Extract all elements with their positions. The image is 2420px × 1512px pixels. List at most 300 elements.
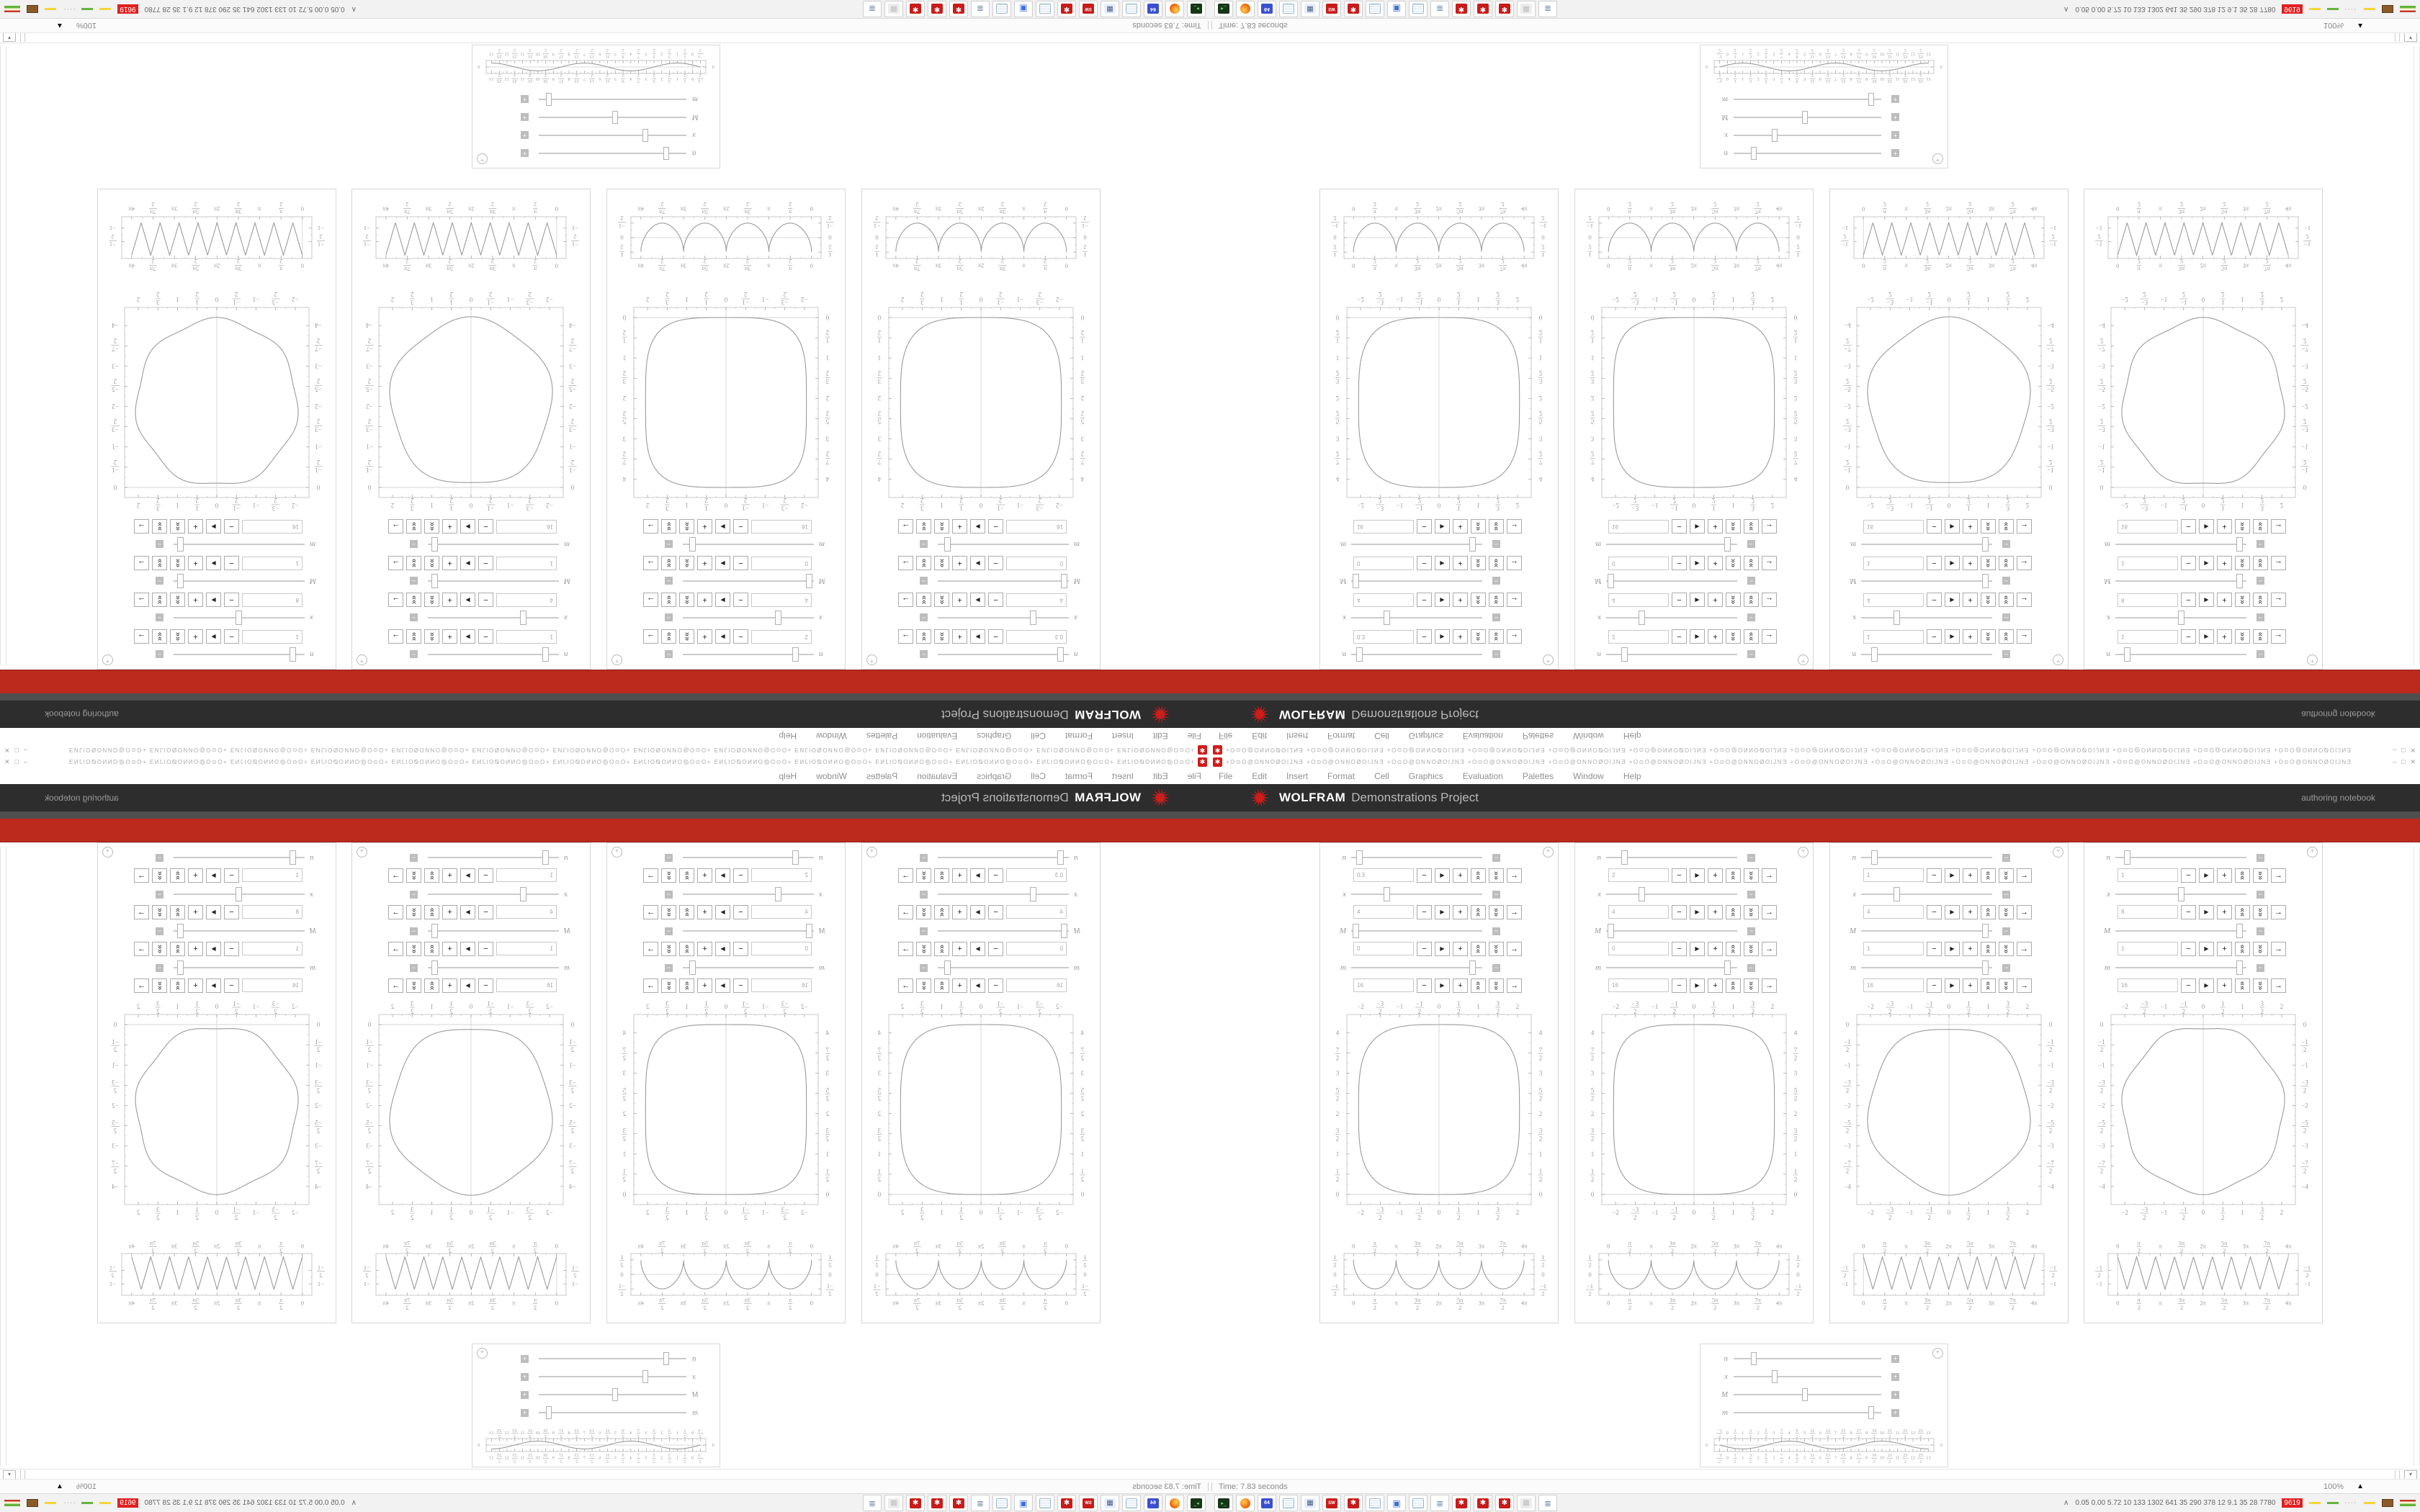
slider-thumb[interactable] [806, 574, 812, 588]
faster-button[interactable]: «« [170, 520, 185, 534]
value-input-x[interactable]: 4 [1608, 905, 1669, 919]
menu-item-insert[interactable]: Insert [1286, 731, 1309, 742]
collapse-control-toggle[interactable]: − [665, 927, 673, 935]
advance-button[interactable]: → [1507, 557, 1522, 571]
play-button[interactable]: ▶ [206, 868, 221, 883]
window-titlebar[interactable] [0, 744, 1210, 756]
play-button[interactable]: ▶ [1945, 557, 1960, 571]
value-input-x[interactable]: 4 [751, 905, 812, 919]
increment-button[interactable]: + [188, 868, 203, 883]
slider-thumb[interactable] [663, 147, 669, 160]
slower-button[interactable]: »» [152, 868, 167, 883]
slider-thumb[interactable] [1061, 924, 1067, 938]
tray-expand-chevron[interactable]: ∧ [2063, 5, 2069, 13]
taskbar-button-terminal-0[interactable] [1214, 1495, 1233, 1511]
slower-button[interactable]: »» [661, 520, 676, 534]
collapse-control-toggle[interactable]: − [920, 927, 928, 935]
taskbar-button-swred-5[interactable] [1322, 1, 1341, 17]
collapse-control-toggle[interactable]: − [1747, 541, 1755, 549]
collapse-control-toggle[interactable]: − [410, 541, 418, 549]
increment-button[interactable]: + [1453, 905, 1468, 919]
decrement-button[interactable]: − [988, 942, 1003, 956]
slower-button[interactable]: »» [2253, 593, 2268, 608]
slider-thumb[interactable] [2236, 537, 2243, 552]
slider-M[interactable] [1606, 924, 1737, 938]
advance-button[interactable]: → [1507, 978, 1522, 993]
advance-button[interactable]: → [898, 978, 913, 993]
slower-button[interactable]: »» [2253, 557, 2268, 571]
collapse-control-toggle[interactable]: − [1492, 651, 1500, 659]
play-button[interactable]: ▶ [1945, 630, 1960, 644]
collapse-control-toggle[interactable]: − [1747, 854, 1755, 862]
menu-item-evaluation[interactable]: Evaluation [1462, 770, 1503, 781]
play-button[interactable]: ▶ [460, 630, 475, 644]
advance-button[interactable]: → [388, 557, 403, 571]
value-input-M[interactable]: 1 [1863, 557, 1924, 570]
faster-button[interactable]: «« [934, 593, 949, 608]
slider-x[interactable] [174, 611, 305, 625]
play-button[interactable]: ▶ [1435, 630, 1450, 644]
increment-button[interactable]: + [1963, 520, 1978, 534]
slower-button[interactable]: »» [1489, 593, 1504, 608]
open-author-controls-icon[interactable]: + [1543, 847, 1554, 858]
slower-button[interactable]: »» [916, 905, 931, 919]
taskbar-button-notepad-3[interactable] [1122, 1, 1141, 17]
play-button[interactable]: ▶ [1690, 942, 1705, 956]
slower-button[interactable]: »» [406, 868, 421, 883]
advance-button[interactable]: → [134, 978, 149, 993]
slider-n[interactable] [1606, 647, 1737, 662]
advance-button[interactable]: → [1762, 557, 1777, 571]
faster-button[interactable]: «« [2235, 942, 2250, 956]
slider-thumb[interactable] [431, 924, 438, 938]
faster-button[interactable]: «« [170, 593, 185, 608]
taskbar-button-firefox-1[interactable] [1236, 1, 1255, 17]
faster-button[interactable]: «« [934, 557, 949, 571]
advance-button[interactable]: → [388, 520, 403, 534]
play-button[interactable]: ▶ [1945, 868, 1960, 883]
collapse-control-toggle[interactable]: − [2257, 891, 2264, 899]
advance-button[interactable]: → [2017, 593, 2032, 608]
faster-button[interactable]: «« [1726, 557, 1741, 571]
increment-button[interactable]: + [1708, 942, 1723, 956]
play-button[interactable]: ▶ [1690, 868, 1705, 883]
slower-button[interactable]: »» [661, 978, 676, 993]
taskbar-button-notepad-7[interactable] [1036, 1495, 1054, 1511]
advance-button[interactable]: → [134, 593, 149, 608]
slider-m[interactable] [1606, 537, 1737, 552]
decrement-button[interactable]: − [2181, 630, 2196, 644]
slider-thumb[interactable] [520, 887, 526, 901]
collapse-control-toggle[interactable]: − [920, 577, 928, 585]
play-button[interactable]: ▶ [460, 868, 475, 883]
taskbar-button-floppy64-2[interactable] [1144, 1, 1162, 17]
menu-item-graphics[interactable]: Graphics [977, 731, 1012, 742]
menu-item-help[interactable]: Help [779, 731, 797, 742]
value-input-n[interactable]: 0.3 [1353, 868, 1414, 882]
expand-control-toggle[interactable]: + [521, 96, 529, 104]
decrement-button[interactable]: − [478, 868, 493, 883]
play-button[interactable]: ▶ [715, 868, 730, 883]
taskbar-button-script-10[interactable] [971, 1, 990, 17]
faster-button[interactable]: «« [1981, 868, 1996, 883]
slider-thumb[interactable] [290, 647, 296, 662]
slider-M[interactable] [938, 574, 1069, 588]
faster-button[interactable]: «« [2235, 557, 2250, 571]
menu-item-edit[interactable]: Edit [1152, 770, 1168, 781]
decrement-button[interactable]: − [988, 978, 1003, 993]
taskbar-button-notepad-9[interactable] [992, 1, 1011, 17]
advance-button[interactable]: → [2271, 593, 2286, 608]
slider-thumb[interactable] [689, 537, 696, 552]
slower-button[interactable]: »» [1999, 942, 2014, 956]
slider-M[interactable] [1734, 1388, 1881, 1401]
slider-thumb[interactable] [612, 1388, 618, 1401]
menu-item-palettes[interactable]: Palettes [1522, 731, 1554, 742]
increment-button[interactable]: + [952, 630, 967, 644]
slider-thumb[interactable] [1353, 574, 1359, 588]
collapse-control-toggle[interactable]: − [2002, 891, 2010, 899]
slider-M[interactable] [174, 574, 305, 588]
open-author-controls-icon[interactable]: + [357, 654, 367, 665]
taskbar-button-notepad-9[interactable] [1409, 1495, 1428, 1511]
slower-button[interactable]: »» [1744, 942, 1759, 956]
play-button[interactable]: ▶ [2199, 520, 2214, 534]
menu-item-edit[interactable]: Edit [1252, 731, 1268, 742]
slower-button[interactable]: »» [1999, 630, 2014, 644]
slider-m[interactable] [2115, 960, 2246, 975]
increment-button[interactable]: + [442, 868, 457, 883]
taskbar-button-floppy64-2[interactable] [1258, 1, 1276, 17]
slower-button[interactable]: »» [1489, 557, 1504, 571]
faster-button[interactable]: «« [679, 593, 694, 608]
play-button[interactable]: ▶ [1435, 978, 1450, 993]
increment-button[interactable]: + [697, 557, 712, 571]
vertical-scrollbar[interactable] [2414, 847, 2420, 1466]
open-author-controls-icon[interactable]: + [2053, 654, 2063, 665]
slider-thumb[interactable] [1868, 1406, 1874, 1419]
slider-n[interactable] [174, 647, 305, 662]
slider-m[interactable] [938, 537, 1069, 552]
collapse-control-toggle[interactable]: − [156, 927, 163, 935]
play-button[interactable]: ▶ [2199, 557, 2214, 571]
increment-button[interactable]: + [1453, 942, 1468, 956]
slider-thumb[interactable] [775, 611, 781, 625]
slider-thumb[interactable] [546, 93, 552, 106]
slider-thumb[interactable] [792, 647, 799, 662]
slider-M[interactable] [683, 924, 814, 938]
increment-button[interactable]: + [1963, 942, 1978, 956]
decrement-button[interactable]: − [1927, 942, 1942, 956]
slider-m[interactable] [174, 537, 305, 552]
play-button[interactable]: ▶ [2199, 942, 2214, 956]
slider-thumb[interactable] [1384, 887, 1390, 901]
collapse-control-toggle[interactable]: − [156, 577, 163, 585]
slider-m[interactable] [683, 537, 814, 552]
advance-button[interactable]: → [2017, 942, 2032, 956]
collapse-control-toggle[interactable]: − [156, 614, 163, 622]
slider-m[interactable] [938, 960, 1069, 975]
faster-button[interactable]: «« [2235, 978, 2250, 993]
collapse-control-toggle[interactable]: − [2257, 964, 2264, 972]
decrement-button[interactable]: − [733, 630, 748, 644]
play-button[interactable]: ▶ [970, 905, 985, 919]
advance-button[interactable]: → [388, 630, 403, 644]
play-button[interactable]: ▶ [2199, 978, 2214, 993]
advance-button[interactable]: → [134, 520, 149, 534]
increment-button[interactable]: + [697, 905, 712, 919]
increment-button[interactable]: + [697, 978, 712, 993]
slider-M[interactable] [2115, 574, 2246, 588]
faster-button[interactable]: «« [1981, 942, 1996, 956]
slower-button[interactable]: »» [1489, 978, 1504, 993]
decrement-button[interactable]: − [478, 905, 493, 919]
increment-button[interactable]: + [2217, 978, 2232, 993]
slider-thumb[interactable] [1639, 887, 1645, 901]
slower-button[interactable]: »» [1999, 868, 2014, 883]
value-input-M[interactable]: 1 [2118, 942, 2178, 955]
advance-button[interactable]: → [643, 905, 658, 919]
increment-button[interactable]: + [2217, 557, 2232, 571]
slider-thumb[interactable] [1061, 574, 1067, 588]
collapse-control-toggle[interactable]: − [156, 541, 163, 549]
taskbar-button-notepad-3[interactable] [1122, 1495, 1141, 1511]
taskbar-button-spikey-12[interactable] [1474, 1, 1492, 17]
menu-item-graphics[interactable]: Graphics [1408, 731, 1443, 742]
value-input-x[interactable]: 8 [2118, 593, 2178, 607]
taskbar-button-window-8[interactable] [1387, 1495, 1406, 1511]
value-input-n[interactable]: 1 [1863, 630, 1924, 644]
expand-control-toggle[interactable]: + [521, 1391, 529, 1399]
tray-expand-chevron[interactable]: ∧ [351, 5, 357, 13]
slower-button[interactable]: »» [916, 520, 931, 534]
decrement-button[interactable]: − [1927, 593, 1942, 608]
slider-thumb[interactable] [2236, 960, 2243, 975]
hscroll-menu-button[interactable]: ▾ [3, 32, 16, 42]
advance-button[interactable]: → [643, 593, 658, 608]
taskbar-button-spikey-6[interactable] [1057, 1495, 1076, 1511]
collapse-control-toggle[interactable]: − [156, 891, 163, 899]
slider-m[interactable] [1861, 537, 1992, 552]
increment-button[interactable]: + [1453, 520, 1468, 534]
decrement-button[interactable]: − [733, 942, 748, 956]
taskbar-button-swred-5[interactable] [1322, 1495, 1341, 1511]
collapse-control-toggle[interactable]: − [410, 651, 418, 659]
value-input-m[interactable]: 16 [242, 520, 302, 534]
play-button[interactable]: ▶ [970, 520, 985, 534]
collapse-control-toggle[interactable]: − [2002, 651, 2010, 659]
taskbar-button-script-15[interactable] [863, 1, 882, 17]
slider-n[interactable] [938, 647, 1069, 662]
horizontal-scrollbar[interactable] [0, 1469, 1210, 1480]
value-input-x[interactable]: 4 [1006, 905, 1067, 919]
slower-button[interactable]: »» [406, 905, 421, 919]
taskbar-button-spikey-13[interactable] [906, 1, 925, 17]
slider-m[interactable] [1734, 1406, 1881, 1419]
slider-x[interactable] [683, 887, 814, 901]
advance-button[interactable]: → [643, 868, 658, 883]
faster-button[interactable]: «« [424, 593, 439, 608]
collapse-control-toggle[interactable]: − [665, 651, 673, 659]
open-author-controls-icon[interactable]: + [1932, 1348, 1943, 1359]
slider-n[interactable] [1734, 147, 1881, 160]
faster-button[interactable]: «« [679, 630, 694, 644]
slider-m[interactable] [539, 1406, 686, 1419]
slider-n[interactable] [938, 850, 1069, 865]
window-maximize-button[interactable]: □ [2401, 747, 2406, 755]
advance-button[interactable]: → [388, 942, 403, 956]
play-button[interactable]: ▶ [460, 593, 475, 608]
slider-m[interactable] [428, 537, 559, 552]
value-input-n[interactable]: 2 [1608, 630, 1669, 644]
menu-item-insert[interactable]: Insert [1286, 770, 1309, 781]
faster-button[interactable]: «« [934, 942, 949, 956]
taskbar-button-window-8[interactable] [1387, 1, 1406, 17]
slider-x[interactable] [1351, 887, 1482, 901]
decrement-button[interactable]: − [1672, 630, 1687, 644]
slider-x[interactable] [2115, 611, 2246, 625]
value-input-x[interactable]: 4 [496, 905, 557, 919]
increment-button[interactable]: + [2217, 942, 2232, 956]
advance-button[interactable]: → [898, 868, 913, 883]
faster-button[interactable]: «« [424, 630, 439, 644]
slider-thumb[interactable] [944, 537, 951, 552]
slider-thumb[interactable] [1356, 850, 1363, 865]
slower-button[interactable]: »» [916, 557, 931, 571]
slider-thumb[interactable] [1982, 537, 1989, 552]
value-input-x[interactable]: 4 [1608, 593, 1669, 607]
value-input-M[interactable]: 1 [242, 557, 302, 570]
zoom-level[interactable]: 100% [76, 1482, 97, 1491]
open-author-controls-icon[interactable]: + [102, 847, 113, 858]
faster-button[interactable]: «« [1981, 557, 1996, 571]
collapse-control-toggle[interactable]: − [2002, 927, 2010, 935]
menu-item-help[interactable]: Help [1623, 770, 1641, 781]
decrement-button[interactable]: − [1672, 868, 1687, 883]
slider-thumb[interactable] [1608, 574, 1614, 588]
slider-thumb[interactable] [236, 611, 242, 625]
window-titlebar[interactable] [1210, 756, 2420, 768]
taskbar-button-notepad-7[interactable] [1366, 1, 1384, 17]
menu-item-evaluation[interactable]: Evaluation [1462, 731, 1503, 742]
advance-button[interactable]: → [1762, 905, 1777, 919]
value-input-m[interactable]: 16 [242, 978, 302, 992]
slider-thumb[interactable] [1982, 574, 1989, 588]
value-input-x[interactable]: 8 [242, 905, 302, 919]
expand-control-toggle[interactable]: + [521, 1355, 529, 1363]
increment-button[interactable]: + [697, 520, 712, 534]
increment-button[interactable]: + [188, 942, 203, 956]
decrement-button[interactable]: − [988, 593, 1003, 608]
window-close-button[interactable]: ✕ [4, 757, 10, 765]
decrement-button[interactable]: − [1417, 978, 1432, 993]
decrement-button[interactable]: − [1927, 557, 1942, 571]
value-input-m[interactable]: 16 [2118, 978, 2178, 992]
decrement-button[interactable]: − [224, 520, 239, 534]
decrement-button[interactable]: − [2181, 593, 2196, 608]
play-button[interactable]: ▶ [206, 905, 221, 919]
value-input-x[interactable]: 4 [1353, 593, 1414, 607]
faster-button[interactable]: «« [1981, 520, 1996, 534]
open-author-controls-icon[interactable]: + [102, 654, 113, 665]
slider-x[interactable] [1734, 129, 1881, 142]
taskbar-button-firefox-1[interactable] [1165, 1495, 1184, 1511]
window-maximize-button[interactable]: □ [2401, 757, 2406, 765]
value-input-M[interactable]: 1 [496, 942, 557, 955]
play-button[interactable]: ▶ [1435, 557, 1450, 571]
value-input-M[interactable]: 0 [1353, 557, 1414, 570]
decrement-button[interactable]: − [1927, 630, 1942, 644]
play-button[interactable]: ▶ [970, 593, 985, 608]
advance-button[interactable]: → [2271, 905, 2286, 919]
taskbar-button-notepad-9[interactable] [992, 1495, 1011, 1511]
collapse-control-toggle[interactable]: − [1492, 541, 1500, 549]
slider-thumb[interactable] [1724, 537, 1731, 552]
slider-m[interactable] [1606, 960, 1737, 975]
slower-button[interactable]: »» [1744, 520, 1759, 534]
decrement-button[interactable]: − [2181, 520, 2196, 534]
collapse-control-toggle[interactable]: − [2002, 614, 2010, 622]
play-button[interactable]: ▶ [715, 520, 730, 534]
advance-button[interactable]: → [2017, 520, 2032, 534]
slider-thumb[interactable] [1608, 924, 1614, 938]
increment-button[interactable]: + [188, 593, 203, 608]
menu-item-format[interactable]: Format [1065, 731, 1093, 742]
decrement-button[interactable]: − [1672, 905, 1687, 919]
advance-button[interactable]: → [388, 868, 403, 883]
collapse-control-toggle[interactable]: − [1492, 964, 1500, 972]
slider-n[interactable] [428, 647, 559, 662]
advance-button[interactable]: → [134, 868, 149, 883]
expand-control-toggle[interactable]: + [521, 150, 529, 158]
slider-thumb[interactable] [1639, 611, 1645, 625]
menu-item-file[interactable]: File [1187, 770, 1201, 781]
decrement-button[interactable]: − [1417, 942, 1432, 956]
slider-n[interactable] [683, 850, 814, 865]
decrement-button[interactable]: − [1417, 520, 1432, 534]
window-resize-handle[interactable]: ▲ [56, 1482, 63, 1490]
expand-control-toggle[interactable]: + [1891, 114, 1899, 122]
slower-button[interactable]: »» [661, 905, 676, 919]
vertical-scrollbar[interactable] [2414, 46, 2420, 665]
slider-x[interactable] [2115, 887, 2246, 901]
faster-button[interactable]: «« [1471, 593, 1486, 608]
menu-item-file[interactable]: File [1187, 731, 1201, 742]
collapse-control-toggle[interactable]: − [1492, 854, 1500, 862]
slider-M[interactable] [539, 111, 686, 124]
taskbar-button-terminal-0[interactable] [1187, 1495, 1206, 1511]
decrement-button[interactable]: − [478, 978, 493, 993]
menu-item-graphics[interactable]: Graphics [977, 770, 1012, 781]
play-button[interactable]: ▶ [206, 978, 221, 993]
faster-button[interactable]: «« [679, 905, 694, 919]
open-author-controls-icon[interactable]: + [2307, 654, 2318, 665]
slider-M[interactable] [1606, 574, 1737, 588]
decrement-button[interactable]: − [2181, 978, 2196, 993]
slider-thumb[interactable] [1724, 960, 1731, 975]
slower-button[interactable]: »» [1489, 905, 1504, 919]
advance-button[interactable]: → [898, 557, 913, 571]
decrement-button[interactable]: − [1417, 868, 1432, 883]
decrement-button[interactable]: − [1672, 978, 1687, 993]
slower-button[interactable]: »» [916, 868, 931, 883]
slower-button[interactable]: »» [406, 942, 421, 956]
faster-button[interactable]: «« [1471, 942, 1486, 956]
faster-button[interactable]: «« [1981, 630, 1996, 644]
slider-thumb[interactable] [1353, 924, 1359, 938]
collapse-control-toggle[interactable]: − [2002, 541, 2010, 549]
decrement-button[interactable]: − [1672, 942, 1687, 956]
